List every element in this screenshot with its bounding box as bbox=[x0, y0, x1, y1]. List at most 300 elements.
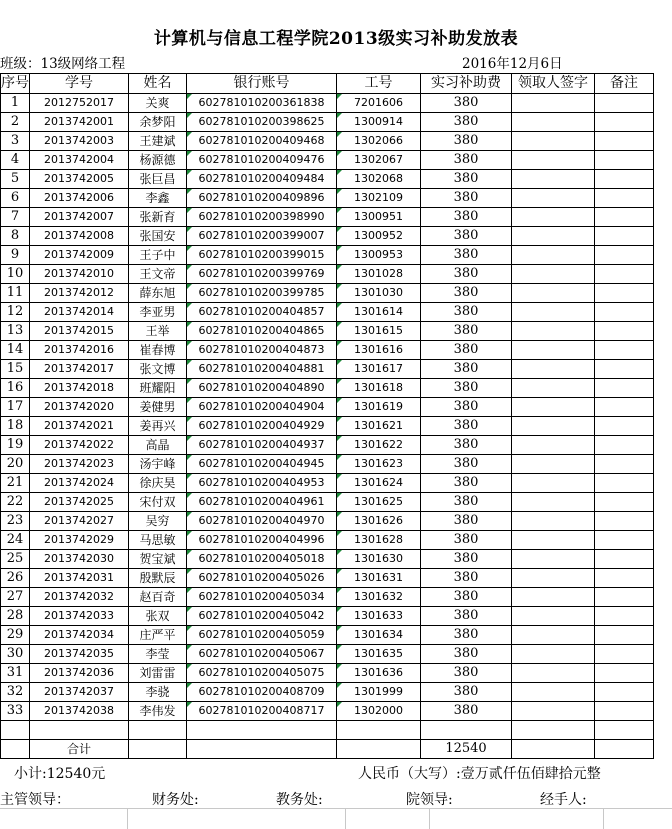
amount-cell: 380 bbox=[421, 569, 512, 588]
remark-cell bbox=[595, 151, 654, 170]
table-row bbox=[1, 113, 654, 132]
gridline bbox=[0, 808, 672, 809]
remark-cell bbox=[595, 284, 654, 303]
remark-cell bbox=[595, 626, 654, 645]
job-number-cell: 1301619 bbox=[337, 398, 421, 417]
header-cell: 序号 bbox=[1, 74, 30, 94]
serial-cell: 12 bbox=[1, 303, 30, 322]
remark-cell bbox=[595, 303, 654, 322]
amount-cell: 380 bbox=[421, 588, 512, 607]
amount-cell: 380 bbox=[421, 664, 512, 683]
signature-cell bbox=[512, 702, 595, 721]
header-cell: 学号 bbox=[30, 74, 129, 94]
empty-cell bbox=[129, 740, 187, 759]
empty-cell bbox=[337, 721, 421, 740]
table-row bbox=[1, 360, 654, 379]
bank-account-cell: 602781010200404904 bbox=[187, 398, 337, 417]
job-number-cell: 1301622 bbox=[337, 436, 421, 455]
student-id-cell: 2013742017 bbox=[30, 360, 129, 379]
job-number-cell: 1301616 bbox=[337, 341, 421, 360]
serial-cell: 27 bbox=[1, 588, 30, 607]
bank-account-cell: 602781010200404953 bbox=[187, 474, 337, 493]
page-title: 计算机与信息工程学院2013级实习补助发放表 bbox=[153, 29, 519, 49]
serial-cell: 32 bbox=[1, 683, 30, 702]
bank-account-cell: 602781010200399769 bbox=[187, 265, 337, 284]
serial-cell: 1 bbox=[1, 94, 30, 113]
remark-cell bbox=[595, 417, 654, 436]
table-row bbox=[1, 246, 654, 265]
empty-cell bbox=[187, 721, 337, 740]
serial-cell: 17 bbox=[1, 398, 30, 417]
serial-cell: 31 bbox=[1, 664, 30, 683]
amount-cell: 380 bbox=[421, 702, 512, 721]
name-cell: 李鑫 bbox=[129, 189, 187, 208]
empty-cell bbox=[595, 721, 654, 740]
signature-cell bbox=[512, 284, 595, 303]
table-row bbox=[1, 569, 654, 588]
student-id-cell: 2013742016 bbox=[30, 341, 129, 360]
bank-account-cell: 602781010200405018 bbox=[187, 550, 337, 569]
bank-account-cell: 602781010200405075 bbox=[187, 664, 337, 683]
remark-cell bbox=[595, 702, 654, 721]
name-cell: 杨源德 bbox=[129, 151, 187, 170]
amount-cell: 380 bbox=[421, 284, 512, 303]
student-id-cell: 2013742003 bbox=[30, 132, 129, 151]
table-header-row bbox=[1, 74, 654, 94]
name-cell: 薛东旭 bbox=[129, 284, 187, 303]
amount-cell: 380 bbox=[421, 607, 512, 626]
table-row bbox=[1, 379, 654, 398]
name-cell: 汤宇峰 bbox=[129, 455, 187, 474]
student-id-cell: 2012752017 bbox=[30, 94, 129, 113]
serial-cell: 29 bbox=[1, 626, 30, 645]
amount-cell: 380 bbox=[421, 303, 512, 322]
serial-cell: 26 bbox=[1, 569, 30, 588]
bank-account-cell: 602781010200404970 bbox=[187, 512, 337, 531]
serial-cell: 8 bbox=[1, 227, 30, 246]
student-id-cell: 2013742007 bbox=[30, 208, 129, 227]
amount-cell: 380 bbox=[421, 360, 512, 379]
serial-cell: 23 bbox=[1, 512, 30, 531]
name-cell: 王举 bbox=[129, 322, 187, 341]
name-cell: 姜健男 bbox=[129, 398, 187, 417]
signature-cell bbox=[512, 189, 595, 208]
signature-cell bbox=[512, 664, 595, 683]
table-row bbox=[1, 417, 654, 436]
signature-cell bbox=[512, 94, 595, 113]
signature-cell bbox=[512, 607, 595, 626]
empty-cell bbox=[1, 740, 30, 759]
signature-cell bbox=[512, 550, 595, 569]
signature-cell bbox=[512, 322, 595, 341]
bank-account-cell: 602781010200399785 bbox=[187, 284, 337, 303]
name-cell: 贺宝斌 bbox=[129, 550, 187, 569]
amount-cell: 380 bbox=[421, 512, 512, 531]
header-cell: 银行账号 bbox=[187, 74, 337, 94]
bank-account-cell: 602781010200404881 bbox=[187, 360, 337, 379]
student-id-cell: 2013742033 bbox=[30, 607, 129, 626]
table-row bbox=[1, 227, 654, 246]
signature-cell bbox=[512, 113, 595, 132]
remark-cell bbox=[595, 170, 654, 189]
empty-cell bbox=[1, 721, 30, 740]
amount-cell: 380 bbox=[421, 417, 512, 436]
bank-account-cell: 602781010200404961 bbox=[187, 493, 337, 512]
signature-academic: 教务处: bbox=[276, 792, 323, 808]
student-id-cell: 2013742004 bbox=[30, 151, 129, 170]
serial-cell: 19 bbox=[1, 436, 30, 455]
empty-cell bbox=[30, 721, 129, 740]
remark-cell bbox=[595, 531, 654, 550]
bank-account-cell: 602781010200404996 bbox=[187, 531, 337, 550]
serial-cell: 15 bbox=[1, 360, 30, 379]
student-id-cell: 2013742015 bbox=[30, 322, 129, 341]
remark-cell bbox=[595, 474, 654, 493]
table-row bbox=[1, 664, 654, 683]
job-number-cell: 1302067 bbox=[337, 151, 421, 170]
table-row bbox=[1, 626, 654, 645]
table-row bbox=[1, 303, 654, 322]
table-row bbox=[1, 455, 654, 474]
bank-account-cell: 602781010200408717 bbox=[187, 702, 337, 721]
remark-cell bbox=[595, 645, 654, 664]
student-id-cell: 2013742030 bbox=[30, 550, 129, 569]
bank-account-cell: 602781010200404857 bbox=[187, 303, 337, 322]
serial-cell: 33 bbox=[1, 702, 30, 721]
remark-cell bbox=[595, 132, 654, 151]
remark-cell bbox=[595, 607, 654, 626]
empty-cell bbox=[595, 740, 654, 759]
name-cell: 张新育 bbox=[129, 208, 187, 227]
name-cell: 张巨昌 bbox=[129, 170, 187, 189]
serial-cell: 24 bbox=[1, 531, 30, 550]
bank-account-cell: 602781010200409476 bbox=[187, 151, 337, 170]
bank-account-cell: 602781010200409468 bbox=[187, 132, 337, 151]
signature-cell bbox=[512, 474, 595, 493]
total-amount: 12540 bbox=[421, 740, 512, 759]
signature-handler: 经手人: bbox=[540, 792, 587, 808]
class-label: 班级：13级网络工程 bbox=[0, 56, 126, 72]
student-id-cell: 2013742009 bbox=[30, 246, 129, 265]
signature-cell bbox=[512, 265, 595, 284]
student-id-cell: 2013742035 bbox=[30, 645, 129, 664]
name-cell: 王建斌 bbox=[129, 132, 187, 151]
name-cell: 庄严平 bbox=[129, 626, 187, 645]
name-cell: 吴穷 bbox=[129, 512, 187, 531]
signature-supervisor: 主管领导： bbox=[0, 792, 70, 808]
serial-cell: 5 bbox=[1, 170, 30, 189]
amount-cell: 380 bbox=[421, 189, 512, 208]
blank-row bbox=[1, 721, 654, 740]
name-cell: 李伟发 bbox=[129, 702, 187, 721]
remark-cell bbox=[595, 360, 654, 379]
amount-cell: 380 bbox=[421, 94, 512, 113]
signature-dean: 院领导: bbox=[406, 792, 453, 808]
remark-cell bbox=[595, 588, 654, 607]
job-number-cell: 1302109 bbox=[337, 189, 421, 208]
amount-cell: 380 bbox=[421, 170, 512, 189]
serial-cell: 11 bbox=[1, 284, 30, 303]
signature-cell bbox=[512, 417, 595, 436]
empty-cell bbox=[337, 740, 421, 759]
signature-finance: 财务处: bbox=[152, 792, 199, 808]
remark-cell bbox=[595, 398, 654, 417]
student-id-cell: 2013742020 bbox=[30, 398, 129, 417]
header-cell: 工号 bbox=[337, 74, 421, 94]
job-number-cell: 1302066 bbox=[337, 132, 421, 151]
table-row bbox=[1, 208, 654, 227]
amount-cell: 380 bbox=[421, 151, 512, 170]
table-row bbox=[1, 322, 654, 341]
header-cell: 领取人签字 bbox=[512, 74, 595, 94]
amount-cell: 380 bbox=[421, 113, 512, 132]
name-cell: 李骁 bbox=[129, 683, 187, 702]
empty-cell bbox=[512, 740, 595, 759]
bank-account-cell: 602781010200404890 bbox=[187, 379, 337, 398]
amount-cell: 380 bbox=[421, 341, 512, 360]
table-row bbox=[1, 94, 654, 113]
name-cell: 高晶 bbox=[129, 436, 187, 455]
header-cell: 备注 bbox=[595, 74, 654, 94]
bank-account-cell: 602781010200405067 bbox=[187, 645, 337, 664]
job-number-cell: 1301623 bbox=[337, 455, 421, 474]
amount-cell: 380 bbox=[421, 265, 512, 284]
name-cell: 班耀阳 bbox=[129, 379, 187, 398]
signature-cell bbox=[512, 151, 595, 170]
header-cell: 姓名 bbox=[129, 74, 187, 94]
remark-cell bbox=[595, 246, 654, 265]
job-number-cell: 1301635 bbox=[337, 645, 421, 664]
table-row bbox=[1, 702, 654, 721]
table-row bbox=[1, 683, 654, 702]
name-cell: 张文博 bbox=[129, 360, 187, 379]
job-number-cell: 1301999 bbox=[337, 683, 421, 702]
total-row bbox=[1, 740, 654, 759]
remark-cell bbox=[595, 550, 654, 569]
serial-cell: 2 bbox=[1, 113, 30, 132]
amount-cell: 380 bbox=[421, 645, 512, 664]
student-id-cell: 2013742006 bbox=[30, 189, 129, 208]
student-id-cell: 2013742005 bbox=[30, 170, 129, 189]
job-number-cell: 1300914 bbox=[337, 113, 421, 132]
serial-cell: 30 bbox=[1, 645, 30, 664]
amount-cell: 380 bbox=[421, 531, 512, 550]
name-cell: 张双 bbox=[129, 607, 187, 626]
table-row bbox=[1, 474, 654, 493]
job-number-cell: 1301636 bbox=[337, 664, 421, 683]
signature-cell bbox=[512, 227, 595, 246]
bank-account-cell: 602781010200409484 bbox=[187, 170, 337, 189]
serial-cell: 18 bbox=[1, 417, 30, 436]
remark-cell bbox=[595, 455, 654, 474]
amount-cell: 380 bbox=[421, 379, 512, 398]
gridline bbox=[345, 808, 346, 829]
student-id-cell: 2013742022 bbox=[30, 436, 129, 455]
serial-cell: 4 bbox=[1, 151, 30, 170]
student-id-cell: 2013742038 bbox=[30, 702, 129, 721]
remark-cell bbox=[595, 493, 654, 512]
bank-account-cell: 602781010200399007 bbox=[187, 227, 337, 246]
job-number-cell: 1302000 bbox=[337, 702, 421, 721]
name-cell: 殷默辰 bbox=[129, 569, 187, 588]
signature-cell bbox=[512, 512, 595, 531]
signature-cell bbox=[512, 341, 595, 360]
bank-account-cell: 602781010200405034 bbox=[187, 588, 337, 607]
subsidy-table bbox=[0, 73, 654, 759]
table-row bbox=[1, 645, 654, 664]
serial-cell: 22 bbox=[1, 493, 30, 512]
job-number-cell: 1300953 bbox=[337, 246, 421, 265]
table-row bbox=[1, 493, 654, 512]
serial-cell: 7 bbox=[1, 208, 30, 227]
student-id-cell: 2013742036 bbox=[30, 664, 129, 683]
amount-cell: 380 bbox=[421, 436, 512, 455]
amount-cell: 380 bbox=[421, 474, 512, 493]
job-number-cell: 1300952 bbox=[337, 227, 421, 246]
name-cell: 崔春博 bbox=[129, 341, 187, 360]
name-cell: 马思敏 bbox=[129, 531, 187, 550]
empty-cell bbox=[421, 721, 512, 740]
signature-cell bbox=[512, 360, 595, 379]
amount-cell: 380 bbox=[421, 132, 512, 151]
bank-account-cell: 602781010200404873 bbox=[187, 341, 337, 360]
job-number-cell: 1301634 bbox=[337, 626, 421, 645]
job-number-cell: 1302068 bbox=[337, 170, 421, 189]
name-cell: 徐庆昊 bbox=[129, 474, 187, 493]
amount-cell: 380 bbox=[421, 208, 512, 227]
job-number-cell: 1301028 bbox=[337, 265, 421, 284]
bank-account-cell: 602781010200399015 bbox=[187, 246, 337, 265]
student-id-cell: 2013742012 bbox=[30, 284, 129, 303]
serial-cell: 21 bbox=[1, 474, 30, 493]
serial-cell: 14 bbox=[1, 341, 30, 360]
signature-cell bbox=[512, 208, 595, 227]
name-cell: 李莹 bbox=[129, 645, 187, 664]
remark-cell bbox=[595, 227, 654, 246]
student-id-cell: 2013742018 bbox=[30, 379, 129, 398]
job-number-cell: 7201606 bbox=[337, 94, 421, 113]
job-number-cell: 1301633 bbox=[337, 607, 421, 626]
signature-cell bbox=[512, 493, 595, 512]
total-label: 合计 bbox=[30, 740, 129, 759]
student-id-cell: 2013742023 bbox=[30, 455, 129, 474]
job-number-cell: 1301624 bbox=[337, 474, 421, 493]
job-number-cell: 1301626 bbox=[337, 512, 421, 531]
name-cell: 王子中 bbox=[129, 246, 187, 265]
serial-cell: 28 bbox=[1, 607, 30, 626]
serial-cell: 13 bbox=[1, 322, 30, 341]
table-row bbox=[1, 284, 654, 303]
name-cell: 张国安 bbox=[129, 227, 187, 246]
signature-cell bbox=[512, 132, 595, 151]
job-number-cell: 1301617 bbox=[337, 360, 421, 379]
signature-cell bbox=[512, 170, 595, 189]
gridline bbox=[127, 808, 128, 829]
signature-cell bbox=[512, 246, 595, 265]
table-row bbox=[1, 607, 654, 626]
table-row bbox=[1, 151, 654, 170]
job-number-cell: 1301628 bbox=[337, 531, 421, 550]
amount-cell: 380 bbox=[421, 626, 512, 645]
job-number-cell: 1301030 bbox=[337, 284, 421, 303]
name-cell: 赵百奇 bbox=[129, 588, 187, 607]
table-row bbox=[1, 550, 654, 569]
table-row bbox=[1, 265, 654, 284]
student-id-cell: 2013742010 bbox=[30, 265, 129, 284]
signature-cell bbox=[512, 398, 595, 417]
remark-cell bbox=[595, 113, 654, 132]
amount-cell: 380 bbox=[421, 227, 512, 246]
bank-account-cell: 602781010200404929 bbox=[187, 417, 337, 436]
remark-cell bbox=[595, 664, 654, 683]
table-row bbox=[1, 170, 654, 189]
table-row bbox=[1, 588, 654, 607]
header-cell: 实习补助费 bbox=[421, 74, 512, 94]
signature-cell bbox=[512, 645, 595, 664]
student-id-cell: 2013742027 bbox=[30, 512, 129, 531]
table-row bbox=[1, 531, 654, 550]
bank-account-cell: 602781010200409896 bbox=[187, 189, 337, 208]
bank-account-cell: 602781010200398625 bbox=[187, 113, 337, 132]
bank-account-cell: 602781010200404865 bbox=[187, 322, 337, 341]
remark-cell bbox=[595, 189, 654, 208]
job-number-cell: 1301618 bbox=[337, 379, 421, 398]
student-id-cell: 2013742025 bbox=[30, 493, 129, 512]
student-id-cell: 2013742034 bbox=[30, 626, 129, 645]
student-id-cell: 2013742032 bbox=[30, 588, 129, 607]
empty-cell bbox=[129, 721, 187, 740]
bank-account-cell: 602781010200404945 bbox=[187, 455, 337, 474]
name-cell: 余梦阳 bbox=[129, 113, 187, 132]
amount-cell: 380 bbox=[421, 683, 512, 702]
name-cell: 李亚男 bbox=[129, 303, 187, 322]
serial-cell: 20 bbox=[1, 455, 30, 474]
bank-account-cell: 602781010200405042 bbox=[187, 607, 337, 626]
job-number-cell: 1301632 bbox=[337, 588, 421, 607]
name-cell: 姜再兴 bbox=[129, 417, 187, 436]
job-number-cell: 1301614 bbox=[337, 303, 421, 322]
bank-account-cell: 602781010200405026 bbox=[187, 569, 337, 588]
serial-cell: 6 bbox=[1, 189, 30, 208]
amount-cell: 380 bbox=[421, 455, 512, 474]
job-number-cell: 1301621 bbox=[337, 417, 421, 436]
bank-account-cell: 602781010200408709 bbox=[187, 683, 337, 702]
serial-cell: 16 bbox=[1, 379, 30, 398]
amount-cell: 380 bbox=[421, 493, 512, 512]
bank-account-cell: 602781010200361838 bbox=[187, 94, 337, 113]
name-cell: 王文帝 bbox=[129, 265, 187, 284]
remark-cell bbox=[595, 436, 654, 455]
amount-cell: 380 bbox=[421, 550, 512, 569]
signature-cell bbox=[512, 531, 595, 550]
serial-cell: 3 bbox=[1, 132, 30, 151]
signature-cell bbox=[512, 683, 595, 702]
gridline bbox=[603, 808, 604, 829]
name-cell: 宋付双 bbox=[129, 493, 187, 512]
table-row bbox=[1, 341, 654, 360]
gridline bbox=[429, 808, 430, 829]
empty-cell bbox=[512, 721, 595, 740]
remark-cell bbox=[595, 208, 654, 227]
table-row bbox=[1, 512, 654, 531]
remark-cell bbox=[595, 94, 654, 113]
student-id-cell: 2013742001 bbox=[30, 113, 129, 132]
signature-cell bbox=[512, 626, 595, 645]
table-row bbox=[1, 398, 654, 417]
student-id-cell: 2013742024 bbox=[30, 474, 129, 493]
remark-cell bbox=[595, 512, 654, 531]
student-id-cell: 2013742021 bbox=[30, 417, 129, 436]
